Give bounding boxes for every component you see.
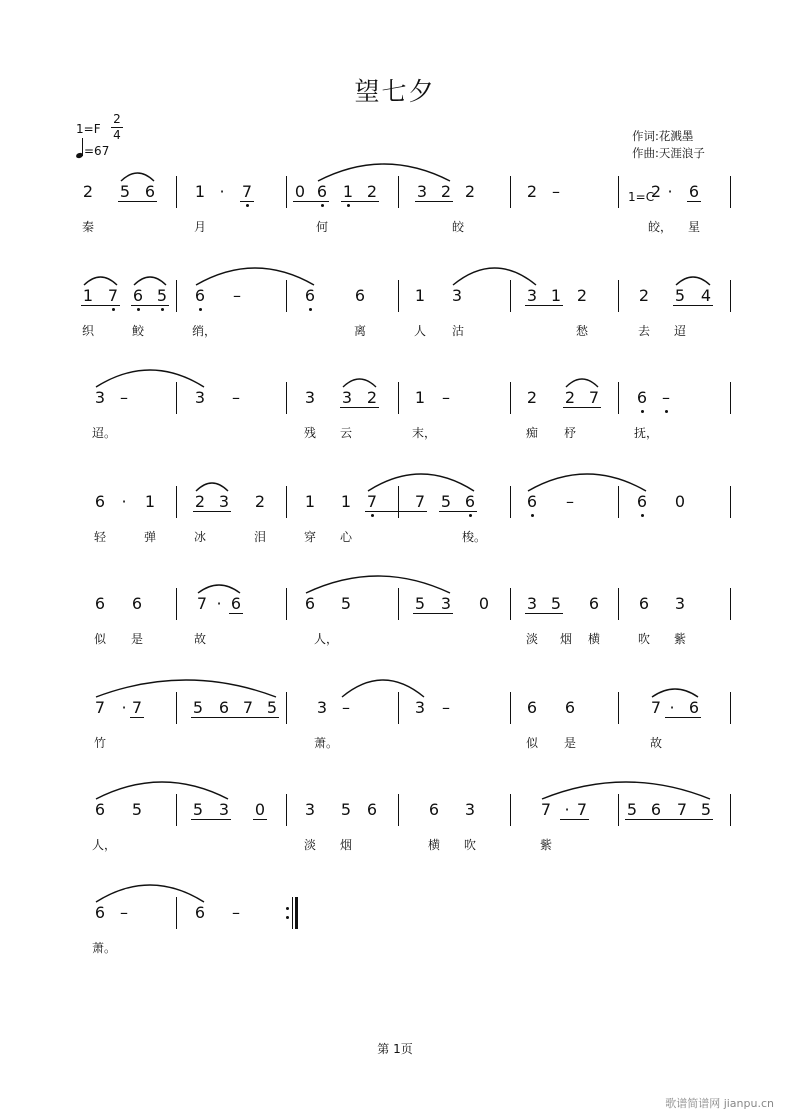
jianpu-note: 2 xyxy=(526,182,538,201)
barline xyxy=(730,692,731,724)
barline xyxy=(618,280,619,312)
jianpu-note: – xyxy=(120,388,128,407)
barline xyxy=(730,794,731,826)
lyric-syllable: 月 xyxy=(193,220,206,234)
barline xyxy=(398,176,399,208)
jianpu-note: 2 xyxy=(366,388,378,407)
tie-slur xyxy=(676,277,710,285)
jianpu-note: – xyxy=(442,388,450,407)
jianpu-note: 7 xyxy=(131,698,143,717)
jianpu-note: 6 xyxy=(94,492,106,511)
final-barline-thin xyxy=(292,897,293,929)
jianpu-note: 6 xyxy=(316,182,328,201)
jianpu-note: 6 xyxy=(428,800,440,819)
final-barline-thick xyxy=(295,897,298,929)
jianpu-note: 3 xyxy=(304,388,316,407)
jianpu-note: 3 xyxy=(526,286,538,305)
barline xyxy=(286,176,287,208)
phrase-slur xyxy=(306,576,450,593)
lyric-syllable: 是 xyxy=(563,736,576,750)
jianpu-note: – xyxy=(120,903,128,922)
lyric-syllable: 似 xyxy=(93,632,106,646)
jianpu-note: 2 xyxy=(650,182,662,201)
jianpu-note: 1 xyxy=(82,286,94,305)
jianpu-note: 5 xyxy=(131,800,143,819)
key-signature: 1=F xyxy=(76,122,101,136)
duration-underline xyxy=(525,305,563,306)
lyric-syllable: 烟 xyxy=(559,632,572,646)
barline xyxy=(510,280,511,312)
barline xyxy=(286,588,287,620)
barline xyxy=(176,794,177,826)
lyric-syllable: 皎 xyxy=(451,220,464,234)
jianpu-note: 6 xyxy=(132,286,144,305)
jianpu-note: 1 xyxy=(194,182,206,201)
octave-dot-below xyxy=(161,308,164,311)
jianpu-note: 6 xyxy=(144,182,156,201)
jianpu-note: 3 xyxy=(218,800,230,819)
jianpu-note: 3 xyxy=(341,388,353,407)
jianpu-note: 2 xyxy=(464,182,476,201)
lyric-syllable: 残 xyxy=(303,426,316,440)
jianpu-note: 6 xyxy=(688,182,700,201)
phrase-slur xyxy=(96,370,204,387)
duration-underline xyxy=(340,407,379,408)
jianpu-note: 6 xyxy=(304,594,316,613)
barline xyxy=(286,692,287,724)
barline xyxy=(398,382,399,414)
lyric-syllable: 横 xyxy=(587,632,600,646)
lyric-syllable: 痴 xyxy=(525,426,538,440)
barline xyxy=(618,486,619,518)
lyric-syllable: 抚， xyxy=(634,426,659,440)
jianpu-note: 3 xyxy=(218,492,230,511)
tempo-value: =67 xyxy=(84,144,110,158)
lyric-syllable: 故 xyxy=(649,736,662,750)
phrase-slur xyxy=(96,782,228,799)
tie-slur xyxy=(121,173,154,181)
octave-dot-below xyxy=(246,204,249,207)
lyric-syllable: 何 xyxy=(315,220,328,234)
jianpu-note: 5 xyxy=(550,594,562,613)
duration-underline xyxy=(293,201,329,202)
barline xyxy=(176,176,177,208)
time-signature-denominator: 4 xyxy=(113,128,121,142)
octave-dot-below xyxy=(309,308,312,311)
tie-slur xyxy=(84,277,117,285)
jianpu-note: 3 xyxy=(440,594,452,613)
jianpu-note: 7 xyxy=(650,698,662,717)
jianpu-note: 6 xyxy=(588,594,600,613)
jianpu-note: 1 xyxy=(304,492,316,511)
barline xyxy=(730,588,731,620)
barline xyxy=(730,382,731,414)
barline xyxy=(510,588,511,620)
jianpu-note: 6 xyxy=(194,286,206,305)
octave-dot-below xyxy=(321,204,324,207)
jianpu-note: 2 xyxy=(82,182,94,201)
octave-dot-below xyxy=(137,308,140,311)
jianpu-note: – xyxy=(552,182,560,201)
jianpu-note: 1 xyxy=(342,182,354,201)
composer-credit: 作曲:天涯浪子 xyxy=(632,146,705,160)
octave-dot-below xyxy=(347,204,350,207)
jianpu-note: – xyxy=(662,388,670,407)
octave-dot-below xyxy=(469,514,472,517)
lyric-syllable: 吹 xyxy=(463,838,476,852)
barline xyxy=(510,486,511,518)
duration-underline xyxy=(341,201,379,202)
duration-underline xyxy=(130,717,144,718)
jianpu-note: 6 xyxy=(638,594,650,613)
barline xyxy=(398,692,399,724)
jianpu-note: 0 xyxy=(254,800,266,819)
octave-dot-below xyxy=(371,514,374,517)
phrase-slur xyxy=(318,164,450,181)
jianpu-note: 2 xyxy=(576,286,588,305)
octave-dot-below xyxy=(199,308,202,311)
tie-slur xyxy=(134,277,166,285)
lyric-syllable: 故 xyxy=(193,632,206,646)
jianpu-note: 7 xyxy=(366,492,378,511)
jianpu-note: 6 xyxy=(94,800,106,819)
jianpu-note: 3 xyxy=(304,800,316,819)
repeat-dot xyxy=(286,916,289,919)
duration-underline xyxy=(193,511,231,512)
jianpu-note: 0 xyxy=(294,182,306,201)
jianpu-note: 7 xyxy=(242,698,254,717)
duration-underline xyxy=(673,305,713,306)
jianpu-note: 6 xyxy=(526,492,538,511)
jianpu-note: 6 xyxy=(94,903,106,922)
duration-underline xyxy=(560,819,589,820)
phrase-slur xyxy=(528,474,646,491)
lyric-syllable: 鲛 xyxy=(131,324,144,338)
jianpu-note: 1 xyxy=(550,286,562,305)
key-change-marker: 1=C xyxy=(628,190,655,204)
lyric-syllable: 织 xyxy=(81,324,94,338)
duration-underline xyxy=(415,201,453,202)
jianpu-note: 2 xyxy=(194,492,206,511)
jianpu-note: 0 xyxy=(674,492,686,511)
barline xyxy=(286,486,287,518)
jianpu-note: 7 xyxy=(414,492,426,511)
barline xyxy=(286,794,287,826)
lyric-syllable: 淡 xyxy=(303,838,316,852)
duration-underline xyxy=(240,201,254,202)
barline xyxy=(176,382,177,414)
jianpu-note: · xyxy=(216,594,222,613)
duration-underline xyxy=(81,305,120,306)
octave-dot-below xyxy=(665,410,668,413)
phrase-slur xyxy=(96,885,204,902)
octave-dot-below xyxy=(531,514,534,517)
jianpu-note: 2 xyxy=(564,388,576,407)
barline xyxy=(730,280,731,312)
song-title: 望七夕 xyxy=(354,77,436,106)
jianpu-note: 5 xyxy=(340,800,352,819)
phrase-slur xyxy=(342,680,424,697)
jianpu-note: 1 xyxy=(144,492,156,511)
jianpu-note: 3 xyxy=(416,182,428,201)
jianpu-note: 3 xyxy=(414,698,426,717)
time-signature-numerator: 2 xyxy=(113,112,121,126)
time-signature xyxy=(110,112,124,143)
jianpu-note: 3 xyxy=(194,388,206,407)
lyric-syllable: 去 xyxy=(637,324,650,338)
page-number: 第 1页 xyxy=(377,1042,413,1056)
jianpu-note: 6 xyxy=(94,594,106,613)
lyric-syllable: 紫 xyxy=(673,632,686,646)
phrase-slur xyxy=(368,474,474,491)
lyric-syllable: 星 xyxy=(687,220,700,234)
duration-underline xyxy=(413,613,453,614)
lyric-syllable: 紫 xyxy=(539,838,552,852)
jianpu-note: 5 xyxy=(192,698,204,717)
jianpu-note: 6 xyxy=(218,698,230,717)
jianpu-note: 6 xyxy=(564,698,576,717)
tie-slur xyxy=(566,379,598,387)
jianpu-note: · xyxy=(121,492,127,511)
lyricist-credit: 作词:花溅墨 xyxy=(632,129,694,143)
jianpu-note: 5 xyxy=(700,800,712,819)
tempo-marking xyxy=(76,136,109,158)
jianpu-note: 5 xyxy=(119,182,131,201)
lyric-syllable: 杼 xyxy=(563,426,576,440)
lyric-syllable: 人， xyxy=(314,632,339,646)
lyric-syllable: 沽 xyxy=(451,324,464,338)
lyric-syllable: 迢。 xyxy=(92,426,117,440)
lyric-syllable: 冰 xyxy=(193,530,206,544)
lyric-syllable: 吹 xyxy=(637,632,650,646)
jianpu-note: 6 xyxy=(366,800,378,819)
lyric-syllable: 离 xyxy=(353,324,366,338)
jianpu-note: 3 xyxy=(451,286,463,305)
octave-dot-below xyxy=(112,308,115,311)
jianpu-note: 7 xyxy=(540,800,552,819)
jianpu-note: – xyxy=(232,388,240,407)
barline xyxy=(618,692,619,724)
tie-slur xyxy=(652,689,698,697)
quarter-note-icon xyxy=(76,136,84,158)
repeat-dot xyxy=(286,907,289,910)
jianpu-note: 6 xyxy=(650,800,662,819)
jianpu-note: 7 xyxy=(676,800,688,819)
tie-slur xyxy=(198,585,240,593)
phrase-slur xyxy=(453,268,536,285)
lyric-syllable: 横 xyxy=(427,838,440,852)
jianpu-note: 3 xyxy=(316,698,328,717)
jianpu-note: 5 xyxy=(266,698,278,717)
phrase-slur xyxy=(96,680,276,697)
duration-underline xyxy=(191,717,279,718)
lyric-syllable: 弹 xyxy=(143,530,156,544)
duration-underline xyxy=(563,407,601,408)
lyric-syllable: 似 xyxy=(525,736,538,750)
jianpu-note: 7 xyxy=(94,698,106,717)
jianpu-note: · xyxy=(219,182,225,201)
lyric-syllable: 轻 xyxy=(93,530,106,544)
jianpu-note: 6 xyxy=(526,698,538,717)
jianpu-note: 3 xyxy=(464,800,476,819)
jianpu-note: 6 xyxy=(636,388,648,407)
jianpu-note: 6 xyxy=(688,698,700,717)
barline xyxy=(176,692,177,724)
jianpu-note: 5 xyxy=(414,594,426,613)
jianpu-note: – xyxy=(342,698,350,717)
jianpu-note: 3 xyxy=(526,594,538,613)
duration-underline xyxy=(253,819,267,820)
barline xyxy=(730,176,731,208)
jianpu-note: 2 xyxy=(254,492,266,511)
barline xyxy=(286,280,287,312)
jianpu-note: 5 xyxy=(626,800,638,819)
lyric-syllable: 梭。 xyxy=(462,530,487,544)
octave-dot-below xyxy=(641,514,644,517)
jianpu-note: 3 xyxy=(674,594,686,613)
jianpu-note: 1 xyxy=(414,388,426,407)
lyric-syllable: 人， xyxy=(92,838,117,852)
duration-underline xyxy=(687,201,701,202)
barline xyxy=(510,794,511,826)
lyric-syllable: 人 xyxy=(413,324,426,338)
lyric-syllable: 愁 xyxy=(575,324,588,338)
jianpu-note: 6 xyxy=(354,286,366,305)
lyric-syllable: 穿 xyxy=(303,530,316,544)
jianpu-note: 5 xyxy=(440,492,452,511)
barline xyxy=(176,280,177,312)
jianpu-note: 0 xyxy=(478,594,490,613)
jianpu-note: · xyxy=(667,182,673,201)
jianpu-note: 5 xyxy=(156,286,168,305)
jianpu-note: 7 xyxy=(576,800,588,819)
duration-underline xyxy=(625,819,713,820)
barline xyxy=(618,382,619,414)
jianpu-note: 2 xyxy=(638,286,650,305)
site-watermark: 歌谱简谱网 jianpu.cn xyxy=(665,1097,774,1110)
jianpu-note: – xyxy=(232,903,240,922)
jianpu-note: 5 xyxy=(674,286,686,305)
jianpu-note: 2 xyxy=(366,182,378,201)
lyric-syllable: 竹 xyxy=(93,736,106,750)
jianpu-note: 6 xyxy=(230,594,242,613)
jianpu-note: 3 xyxy=(94,388,106,407)
barline xyxy=(398,486,399,518)
barline xyxy=(730,486,731,518)
duration-underline xyxy=(191,819,231,820)
duration-underline xyxy=(229,613,243,614)
jianpu-note: 7 xyxy=(196,594,208,613)
duration-underline xyxy=(131,305,169,306)
lyric-syllable: 末， xyxy=(412,426,437,440)
jianpu-note: 6 xyxy=(464,492,476,511)
jianpu-note: 6 xyxy=(194,903,206,922)
jianpu-note: 1 xyxy=(340,492,352,511)
lyric-syllable: 淡 xyxy=(525,632,538,646)
jianpu-note: 2 xyxy=(526,388,538,407)
lyric-syllable: 是 xyxy=(130,632,143,646)
jianpu-note: 6 xyxy=(304,286,316,305)
jianpu-note: · xyxy=(564,800,570,819)
duration-underline xyxy=(365,511,427,512)
jianpu-note: · xyxy=(121,698,127,717)
lyric-syllable: 心 xyxy=(339,530,352,544)
jianpu-note: 2 xyxy=(440,182,452,201)
duration-underline xyxy=(525,613,563,614)
barline xyxy=(176,897,177,929)
jianpu-note: 6 xyxy=(131,594,143,613)
octave-dot-below xyxy=(641,410,644,413)
barline xyxy=(398,588,399,620)
duration-underline xyxy=(439,511,477,512)
jianpu-note: 7 xyxy=(241,182,253,201)
barline xyxy=(510,382,511,414)
jianpu-note: 1 xyxy=(414,286,426,305)
lyric-syllable: 皎， xyxy=(648,220,673,234)
barline xyxy=(176,486,177,518)
lyric-syllable: 绡， xyxy=(192,324,217,338)
barline xyxy=(286,382,287,414)
jianpu-note: 7 xyxy=(588,388,600,407)
jianpu-note: · xyxy=(669,698,675,717)
barline xyxy=(510,692,511,724)
duration-underline xyxy=(118,201,157,202)
barline xyxy=(398,794,399,826)
lyric-syllable: 萧。 xyxy=(92,941,117,955)
barline xyxy=(618,794,619,826)
tie-slur xyxy=(343,379,376,387)
phrase-slur xyxy=(196,268,314,285)
tie-slur xyxy=(196,483,228,491)
jianpu-note: – xyxy=(566,492,574,511)
jianpu-note: – xyxy=(442,698,450,717)
jianpu-note: – xyxy=(233,286,241,305)
jianpu-note: 4 xyxy=(700,286,712,305)
lyric-syllable: 萧。 xyxy=(314,736,339,750)
lyric-syllable: 迢 xyxy=(673,324,686,338)
jianpu-note: 7 xyxy=(107,286,119,305)
jianpu-note: 5 xyxy=(340,594,352,613)
barline xyxy=(618,588,619,620)
lyric-syllable: 秦 xyxy=(81,220,94,234)
phrase-slur xyxy=(542,782,710,799)
barline xyxy=(618,176,619,208)
lyric-syllable: 泪 xyxy=(253,530,266,544)
barline xyxy=(510,176,511,208)
jianpu-note: 6 xyxy=(636,492,648,511)
jianpu-note: 5 xyxy=(192,800,204,819)
lyric-syllable: 烟 xyxy=(339,838,352,852)
duration-underline xyxy=(665,717,701,718)
barline xyxy=(398,280,399,312)
barline xyxy=(176,588,177,620)
lyric-syllable: 云 xyxy=(339,426,352,440)
